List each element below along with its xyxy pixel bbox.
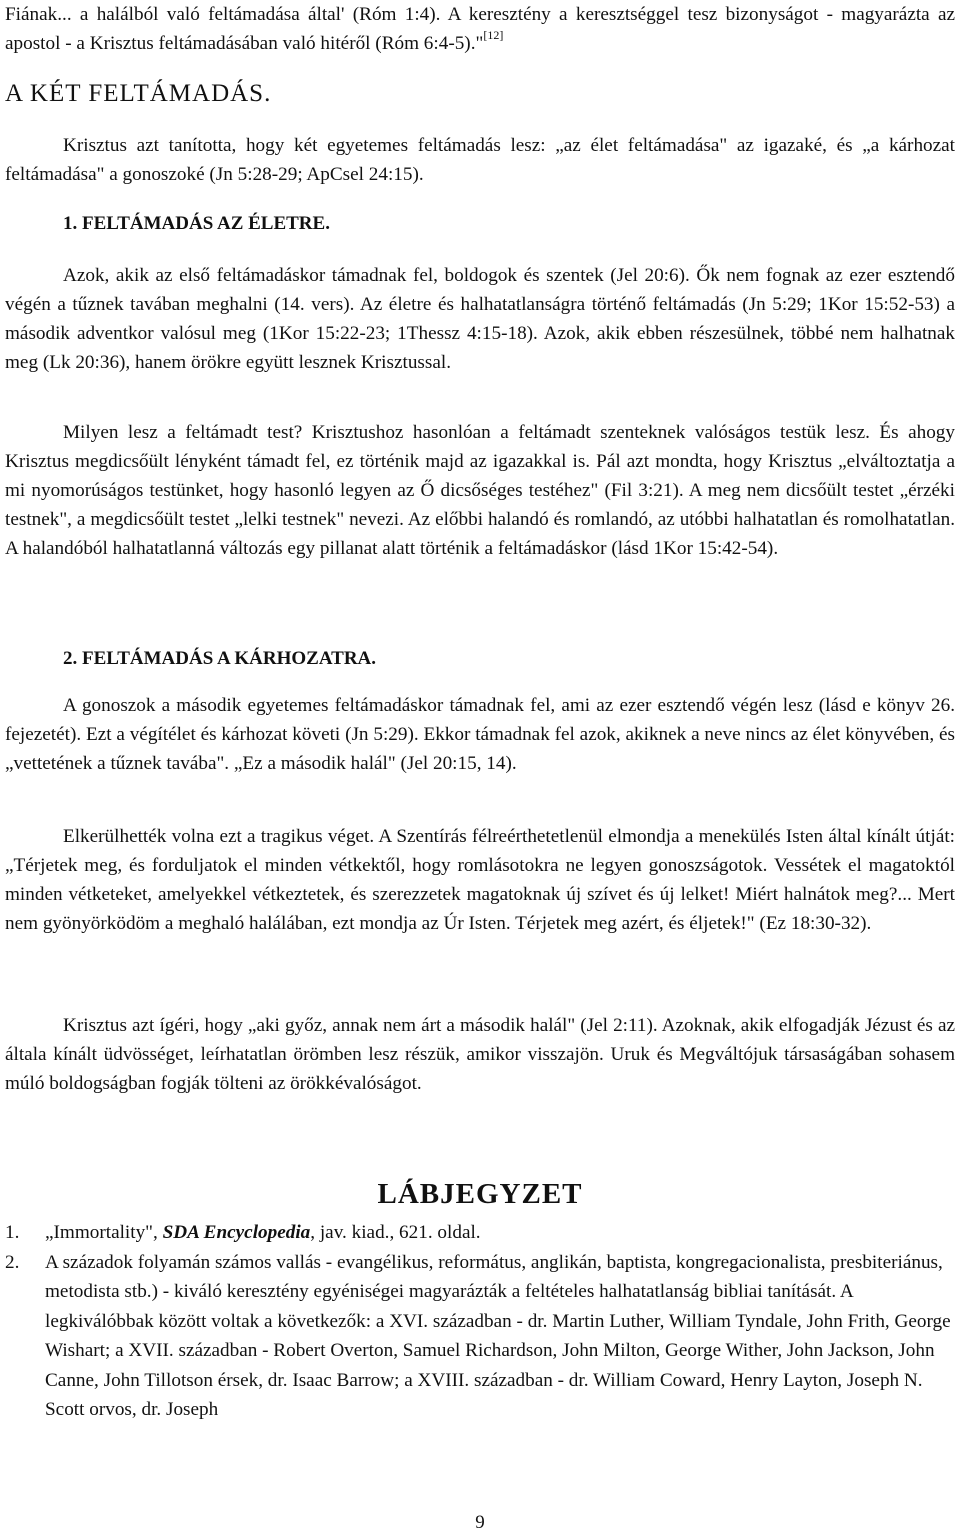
section2-number: 2.: [63, 648, 78, 669]
section1-paragraph-1: Azok, akik az első feltámadáskor támadnak fel, boldogok és szentek (Jel 20:6). Ők nem fognak az ezer esztendő végén a tűznek tavában meghalni (14. vers). Az életre és halhatatlanságra történő feltámadás (Jn 5:29; 1Kor 15:52-53) a második adventkor valósul meg (1Kor 15:22-23; 1Thessz 4:15-18). Azok, akik ebben részesülnek, többé nem halhatnak meg (Lk 20:36), hanem örökre együtt lesznek Krisztussal.: [5, 265, 955, 373]
section2-heading: [5, 648, 955, 670]
section1-title: FELTÁMADÁS AZ ÉLETRE.: [82, 213, 330, 234]
footnote-list: [5, 1218, 955, 1425]
section1-p1-block: [5, 261, 955, 377]
footnote-number: 1.: [5, 1222, 20, 1243]
page-number: 9: [475, 1512, 485, 1533]
section1-paragraph-2: Milyen lesz a feltámadt test? Krisztushoz hasonlóan a feltámadt szenteknek valóságos testük lesz. És ahogy Krisztus megdicsőült lényként támadt fel, ez történik majd az igazakkal is. Pál azt mondta, hogy Krisztus „elváltoztatja a mi nyomorúságos testünket, hogy hasonló legyen az Ő dicsőséges testéhez" (Fil 3:21). A meg nem dicsőült testet „érzéki testnek", a megdicsőült testet „lelki testnek" nevezi. Az előbbi halandó és romlandó, az utóbbi halhatatlan és romolhatatlan. A halandóból halhatatlanná változás egy pillanat alatt történik a feltámadáskor (lásd 1Kor 15:42-54).: [5, 422, 955, 559]
footnote-item: [5, 1218, 955, 1248]
paragraph-two-resurrections: Krisztus azt tanította, hogy két egyetemes feltámadás lesz: „az élet feltámadása" az igazaké, és „a kárhozat feltámadása" a gonoszoké (Jn 5:28-29; ApCsel 24:15).: [5, 135, 955, 185]
section2-p2-block: [5, 822, 955, 938]
footnotes-section: [5, 1218, 955, 1425]
footnotes-heading: [5, 1178, 955, 1211]
footnote-text: A századok folyamán számos vallás - evangélikus, református, anglikán, baptista, kongregacionalista, presbiteriánus, metodista stb.) - kiváló keresztény egyéniségei magyarázták a feltételes halhatatlanság bibliai tanítását. A legkiválóbbak között voltak a következők: a XVI. században - dr. Martin Luther, William Tyndale, John Frith, George Wishart; a XVII. században - Robert Overton, Samuel Richardson, John Milton, George Wither, John Jackson, John Canne, John Tillotson érsek, dr. Isaac Barrow; a XVIII. században - dr. William Coward, Henry Layton, Joseph N. Scott orvos, dr. Joseph: [45, 1251, 951, 1420]
footnotes-title: LÁBJEGYZET: [377, 1178, 583, 1210]
section2-p1-block: [5, 691, 955, 778]
intro-paragraph: [5, 0, 955, 58]
section2-title: FELTÁMADÁS A KÁRHOZATRA.: [82, 648, 377, 669]
intro-text: Fiának... a halálból való feltámadása által' (Róm 1:4). A keresztény a keresztséggel tesz bizonyságot - magyarázta az apostol - a Krisztus feltámadásában való hitéről (Róm 6:4-5).": [5, 4, 955, 54]
section1-heading: [5, 213, 955, 235]
footnote-text-suffix: , jav. kiad., 621. oldal.: [310, 1222, 481, 1243]
footnote-source-title: SDA Encyclopedia: [162, 1222, 311, 1243]
section2-paragraph-1: A gonoszok a második egyetemes feltámadáskor támadnak fel, ami az ezer esztendő végén lesz (lásd e könyv 26. fejezetét). Ezt a végítélet és kárhozat követi (Jn 5:29). Ekkor támadnak fel azok, akiknek a neve nincs az élet könyvében, és „vettetének a tűznek tavába". „Ez a második halál" (Jel 20:15, 14).: [5, 695, 955, 774]
section1-p2-block: [5, 418, 955, 563]
heading-ket-feltamadas: A KÉT FELTÁMADÁS.: [5, 80, 272, 107]
footnote-reference[interactable]: [12]: [483, 28, 504, 42]
section2-p3-block: [5, 1011, 955, 1098]
section2-paragraph-2: Elkerülhették volna ezt a tragikus véget. A Szentírás félreérthetetlenül elmondja a menekülés Isten által kínált útját: „Térjetek meg, és forduljatok el minden vétkektől, hogy romlásotokra ne legyen gonoszságotok. Vessétek el magatoktól minden vétketeket, amelyekkel vétkeztetek, és szerezzetek magatoknak új szívet és új lelket! Miért halnátok meg?... Mert nem gyönyörködöm a meghaló halálában, ezt mondja az Úr Isten. Térjetek meg azért, és éljetek!" (Ez 18:30-32).: [5, 826, 955, 934]
chapter-heading: [5, 80, 955, 108]
section2-paragraph-3: Krisztus azt ígéri, hogy „aki győz, annak nem árt a második halál" (Jel 2:11). Azoknak, akik elfogadják Jézust és az általa kínált üdvösséget, leírhatatlan örömben lesz részük, amikor visszajön. Uruk és Megváltójuk társaságában sohasem múló boldogságban fogják tölteni az örökkévalóságot.: [5, 1015, 955, 1094]
footnote-item: [5, 1248, 955, 1425]
footnote-text: „Immortality",: [45, 1222, 163, 1243]
footnote-number: 2.: [5, 1251, 20, 1273]
intro-body: [5, 131, 955, 189]
section1-number: 1.: [63, 213, 78, 234]
